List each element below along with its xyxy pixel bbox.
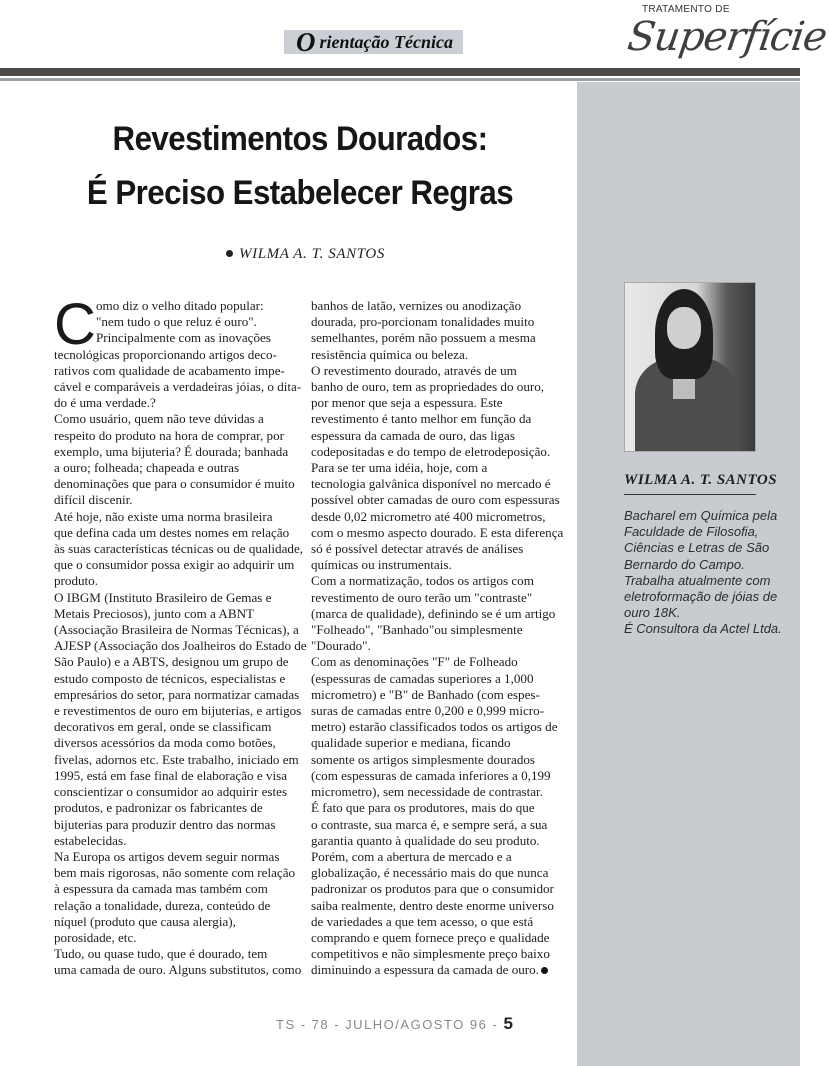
text-line: respeito do produto na hora de comprar, por <box>54 427 284 443</box>
text-line: É fato que para os produtores, mais do que <box>311 800 535 816</box>
text-line: metro) estarão classificados todos os artigos de <box>311 719 558 735</box>
text-line: somente os artigos simplesmente dourados <box>311 751 536 767</box>
text-line: comprando e quem fornece preço e qualidade <box>311 929 550 945</box>
text-line: AJESP (Associação dos Joalheiros do Estado de <box>54 638 307 654</box>
text-line: Principalmente com as inovações <box>96 330 271 346</box>
end-mark-icon <box>541 967 548 974</box>
text-line: com o mesmo aspecto dourado. E esta diferença <box>311 524 564 540</box>
section-label <box>284 26 463 57</box>
text-line: Porém, com a abertura de mercado e a <box>311 848 512 864</box>
body-column-2 <box>311 298 564 979</box>
text-line: produtos, e padronizar os fabricantes de <box>54 800 263 816</box>
text-line: Com a normatização, todos os artigos com <box>311 573 534 589</box>
text-line: suras de camadas entre 0,200 e 0,999 micro- <box>311 703 545 719</box>
text-line: São Paulo) e a ABTS, designou um grupo de <box>54 654 289 670</box>
text-line: empresários do setor, para normatizar camadas <box>54 686 300 702</box>
bullet-icon <box>226 250 233 257</box>
text-line: rativos com qualidade de acabamento impe- <box>54 362 285 378</box>
text-line: O revestimento dourado, através de um <box>311 362 517 378</box>
article-title-line1: Revestimentos Dourados: <box>112 120 488 158</box>
text-line: difícil discenir. <box>54 492 133 508</box>
text-line: químicas ou instrumentais. <box>311 557 452 573</box>
sidebar-author-name: WILMA A. T. SANTOS <box>624 472 778 488</box>
text-line: Metais Preciosos), junto com a ABNT <box>54 605 255 621</box>
text-line: níquel (produto que causa alergia), <box>54 913 236 929</box>
text-line: O IBGM (Instituto Brasileiro de Gemas e <box>54 589 272 605</box>
text-line: "Folheado", "Banhado"ou simplesmente <box>311 622 523 638</box>
text-line: à espessura da camada mas também com <box>54 881 268 897</box>
text-line: produto. <box>54 573 99 589</box>
text-line: saiba realmente, dentro deste enorme universo <box>311 897 554 913</box>
author-bio <box>624 508 794 638</box>
text-line: diversos acessórios da moda como botões, <box>54 735 276 751</box>
text-line: do é uma verdade.? <box>54 395 156 411</box>
section-title: rientação Técnica <box>319 31 453 52</box>
text-line: desde 0,02 micrometro até 400 micrometros, <box>311 508 546 524</box>
text-line: É Consultora da Actel Ltda. <box>624 621 782 637</box>
logo-subtitle: TRATAMENTO DE <box>642 4 730 15</box>
page-footer <box>276 1014 514 1034</box>
text-line: porosidade, etc. <box>54 929 137 945</box>
text-line: micrometro), sem necessidade de contrastar. <box>311 784 543 800</box>
text-line: Para se ter uma idéia, hoje, com a <box>311 460 488 476</box>
text-line: "Dourado". <box>311 638 371 654</box>
text-line: relação a tonalidade, dureza, conteúdo de <box>54 897 271 913</box>
magazine-logo <box>614 0 829 60</box>
sidebar-divider <box>624 494 756 495</box>
text-line: Bernardo do Campo. <box>624 556 745 572</box>
section-initial: O <box>296 26 316 57</box>
text-line: estabelecidas. <box>54 832 127 848</box>
header-rule <box>0 68 800 76</box>
text-line: resistência química ou beleza. <box>311 346 469 362</box>
text-line: e revestimentos de ouro em bijuterias, e artigos <box>54 703 302 719</box>
text-line: Ciências e Letras de São <box>624 540 770 556</box>
article-title-line2: É Preciso Estabelecer Regras <box>86 174 514 212</box>
text-line: "nem tudo o que reluz é ouro". <box>96 314 257 330</box>
footer-issue: TS - 78 - JULHO/AGOSTO 96 - <box>276 1017 499 1032</box>
text-line: exemplo, uma bijuteria? É dourada; banhada <box>54 443 289 459</box>
text-line: Tudo, ou quase tudo, que é dourado, tem <box>54 946 268 962</box>
text-line: competitivos e não simplesmente preço baixo <box>311 946 550 962</box>
text-line: denominações que para o consumidor é muito <box>54 476 295 492</box>
text-line: (Associação Brasileira de Normas Técnicas), a <box>54 622 299 638</box>
text-line: qualidade superior e mediana, ficando <box>311 735 511 751</box>
text-line: às suas características técnicas ou de qualidade, <box>54 541 304 557</box>
text-line: Bacharel em Química pela <box>624 508 778 523</box>
text-line: Até hoje, não existe uma norma brasileira <box>54 508 273 524</box>
text-line: semelhantes, porém não possuem a mesma <box>311 330 536 346</box>
text-line: banho de ouro, tem as propriedades do ouro, <box>311 379 545 395</box>
text-line: ouro 18K. <box>624 605 681 621</box>
text-line: diminuindo a espessura da camada de ouro. <box>311 962 556 978</box>
text-line: possível obter camadas de ouro com espessuras <box>311 492 560 508</box>
text-line: (espessuras de camadas superiores a 1,000 <box>311 670 534 686</box>
text-line: Como usuário, quem não teve dúvidas a <box>54 411 264 427</box>
text-line: 1995, está em fase final de elaboração e visa <box>54 767 288 783</box>
header-rule-thin <box>0 78 800 81</box>
text-line: o contraste, sua marca é, e sempre será, a sua <box>311 816 548 832</box>
text-line: dourada, pro-porcionam tonalidades muito <box>311 314 535 330</box>
text-line: a ouro; folheada; chapeada e outras <box>54 460 240 476</box>
text-line: Na Europa os artigos devem seguir normas <box>54 848 280 864</box>
page-number: 5 <box>503 1014 515 1033</box>
text-line: revestimento de ouro terão um "contraste" <box>311 589 533 605</box>
text-line: (marca de qualidade), definindo se é um artigo <box>311 605 556 621</box>
text-line: fivelas, adornos etc. Este trabalho, iniciado em <box>54 751 299 767</box>
text-line: tecnológicas proporcionando artigos deco- <box>54 346 277 362</box>
body-column-1 <box>54 292 307 979</box>
author-photo <box>624 282 756 452</box>
text-line: espessura da camada de ouro, das ligas <box>311 427 515 443</box>
text-line: (com espessuras de camada inferiores a 0,199 <box>311 767 551 783</box>
text-line: padronizar os produtos para que o consumidor <box>311 881 554 897</box>
text-line: conscientizar o consumidor ao adquirir estes <box>54 784 288 800</box>
text-line: por menor que seja a espessura. Este <box>311 395 503 411</box>
text-line: eletroformação de jóias de <box>624 589 778 605</box>
text-line: Faculdade de Filosofia, <box>624 524 759 540</box>
text-line: uma camada de ouro. Alguns substitutos, como <box>54 962 302 978</box>
text-line: só é possível detectar através de análises <box>311 541 524 557</box>
text-line: banhos de latão, vernizes ou anodização <box>311 298 522 313</box>
text-line: bijuterias para produzir dentro das normas <box>54 816 276 832</box>
text-line: globalização, é necessário mais do que nunca <box>311 865 549 881</box>
text-line: garantia quanto à qualidade do seu produto. <box>311 832 540 848</box>
page-header <box>0 0 829 60</box>
logo-script: Superfície <box>624 14 829 60</box>
text-line: decorativos em geral, onde se classificam <box>54 719 272 735</box>
text-line: Com as denominações "F" de Folheado <box>311 654 518 670</box>
text-line: revestimento é tanto melhor em função da <box>311 411 532 427</box>
text-line: cável e comparáveis a verdadeiras jóias, o dita- <box>54 379 302 395</box>
text-line: que defina cada um destes nomes em relação <box>54 524 290 540</box>
text-line: omo diz o velho ditado popular: <box>96 298 264 313</box>
text-line: Trabalha atualmente com <box>624 572 771 588</box>
byline-author: WILMA A. T. SANTOS <box>239 246 385 262</box>
text-line: tecnologia galvânica disponível no mercado é <box>311 476 551 492</box>
text-line: micrometro) e "B" de Banhado (com espes- <box>311 686 540 702</box>
text-line: bem mais rigorosas, não somente com relação <box>54 865 296 881</box>
text-line: codepositadas e do tempo de eletrodeposição. <box>311 443 551 459</box>
byline <box>226 246 385 263</box>
text-line: de variedades a que tem acesso, o que está <box>311 913 534 929</box>
text-line: que o consumidor possa exigir ao adquirir um <box>54 557 295 573</box>
drop-cap: C <box>54 292 96 357</box>
text-line: estudo composto de técnicos, especialistas e <box>54 670 286 686</box>
